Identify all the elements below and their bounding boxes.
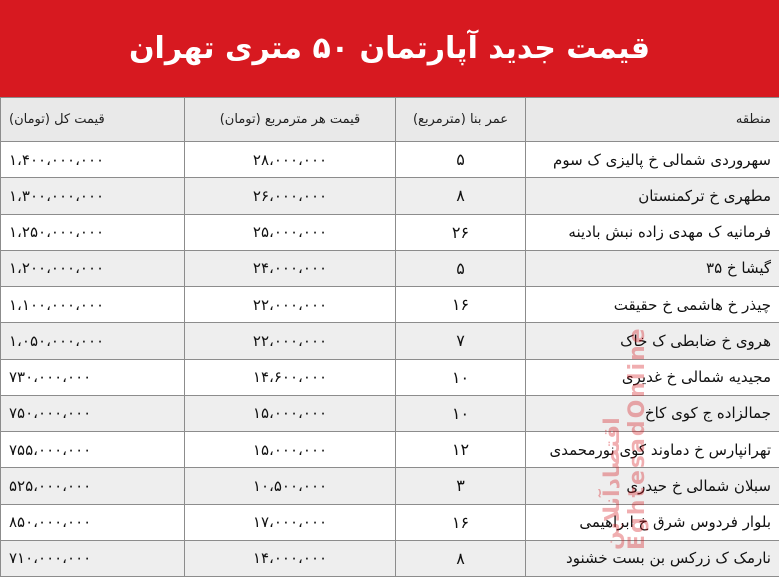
price-table [0, 97, 779, 577]
cell-age: ۱۰ [396, 395, 526, 431]
table-row [1, 432, 779, 468]
cell-region: سبلان شمالی خ حیدری [526, 468, 779, 504]
table-row [1, 540, 779, 576]
cell-region: تهرانپارس خ دماوند کوی نورمحمدی [526, 432, 779, 468]
cell-total-price: ۱،۴۰۰،۰۰۰،۰۰۰ [1, 142, 185, 178]
cell-age: ۱۲ [396, 432, 526, 468]
cell-region: مجیدیه شمالی خ غدیری [526, 359, 779, 395]
table-row [1, 395, 779, 431]
table-row [1, 142, 779, 178]
cell-age: ۲۶ [396, 214, 526, 250]
cell-price-per-sqm: ۱۵،۰۰۰،۰۰۰ [185, 432, 396, 468]
cell-region: بلوار فردوس شرق خ ابراهیمی [526, 504, 779, 540]
cell-region: چیذر خ هاشمی خ حقیقت [526, 287, 779, 323]
cell-total-price: ۷۳۰،۰۰۰،۰۰۰ [1, 359, 185, 395]
cell-total-price: ۱،۳۰۰،۰۰۰،۰۰۰ [1, 178, 185, 214]
cell-price-per-sqm: ۲۲،۰۰۰،۰۰۰ [185, 287, 396, 323]
header-price-per-sqm: قیمت هر مترمربع (تومان) [185, 98, 396, 142]
cell-total-price: ۸۵۰،۰۰۰،۰۰۰ [1, 504, 185, 540]
cell-age: ۸ [396, 178, 526, 214]
cell-region: فرمانیه ک مهدی زاده نبش بادینه [526, 214, 779, 250]
cell-region: نارمک ک زرکس بن بست خشنود [526, 540, 779, 576]
cell-price-per-sqm: ۲۸،۰۰۰،۰۰۰ [185, 142, 396, 178]
title-banner [0, 0, 779, 97]
cell-total-price: ۱،۲۰۰،۰۰۰،۰۰۰ [1, 250, 185, 286]
cell-region: هروی خ ضابطی ک خاک [526, 323, 779, 359]
cell-total-price: ۷۵۰،۰۰۰،۰۰۰ [1, 395, 185, 431]
cell-age: ۱۶ [396, 287, 526, 323]
table-row [1, 504, 779, 540]
cell-price-per-sqm: ۱۷،۰۰۰،۰۰۰ [185, 504, 396, 540]
page-title: قیمت جدید آپارتمان ۵۰ متری تهران [128, 31, 651, 66]
table-row [1, 287, 779, 323]
cell-price-per-sqm: ۲۲،۰۰۰،۰۰۰ [185, 323, 396, 359]
table-row [1, 250, 779, 286]
cell-price-per-sqm: ۲۶،۰۰۰،۰۰۰ [185, 178, 396, 214]
cell-total-price: ۵۲۵،۰۰۰،۰۰۰ [1, 468, 185, 504]
cell-total-price: ۷۱۰،۰۰۰،۰۰۰ [1, 540, 185, 576]
table-row [1, 214, 779, 250]
table-row [1, 323, 779, 359]
table-header-row [1, 98, 779, 142]
cell-price-per-sqm: ۱۴،۶۰۰،۰۰۰ [185, 359, 396, 395]
cell-age: ۳ [396, 468, 526, 504]
cell-price-per-sqm: ۲۵،۰۰۰،۰۰۰ [185, 214, 396, 250]
cell-total-price: ۷۵۵،۰۰۰،۰۰۰ [1, 432, 185, 468]
cell-region: مطهری خ ترکمنستان [526, 178, 779, 214]
cell-age: ۷ [396, 323, 526, 359]
cell-price-per-sqm: ۱۰،۵۰۰،۰۰۰ [185, 468, 396, 504]
cell-price-per-sqm: ۱۵،۰۰۰،۰۰۰ [185, 395, 396, 431]
cell-age: ۱۰ [396, 359, 526, 395]
table-body [1, 142, 779, 577]
cell-age: ۸ [396, 540, 526, 576]
header-total-price: قیمت کل (تومان) [1, 98, 185, 142]
cell-region: سهروردی شمالی خ پالیزی ک سوم [526, 142, 779, 178]
header-region: منطقه [526, 98, 779, 142]
cell-price-per-sqm: ۱۴،۰۰۰،۰۰۰ [185, 540, 396, 576]
cell-age: ۱۶ [396, 504, 526, 540]
table-row [1, 178, 779, 214]
cell-region: گیشا خ ۳۵ [526, 250, 779, 286]
cell-total-price: ۱،۱۰۰،۰۰۰،۰۰۰ [1, 287, 185, 323]
cell-region: جمالزاده ج کوی کاخ [526, 395, 779, 431]
table-row [1, 359, 779, 395]
cell-price-per-sqm: ۲۴،۰۰۰،۰۰۰ [185, 250, 396, 286]
watermark-logo: اقتصادآنلاین EghtesadOnline [600, 326, 650, 550]
cell-total-price: ۱،۰۵۰،۰۰۰،۰۰۰ [1, 323, 185, 359]
cell-total-price: ۱،۲۵۰،۰۰۰،۰۰۰ [1, 214, 185, 250]
cell-age: ۵ [396, 142, 526, 178]
cell-age: ۵ [396, 250, 526, 286]
header-age: عمر بنا (مترمربع) [396, 98, 526, 142]
table-row [1, 468, 779, 504]
